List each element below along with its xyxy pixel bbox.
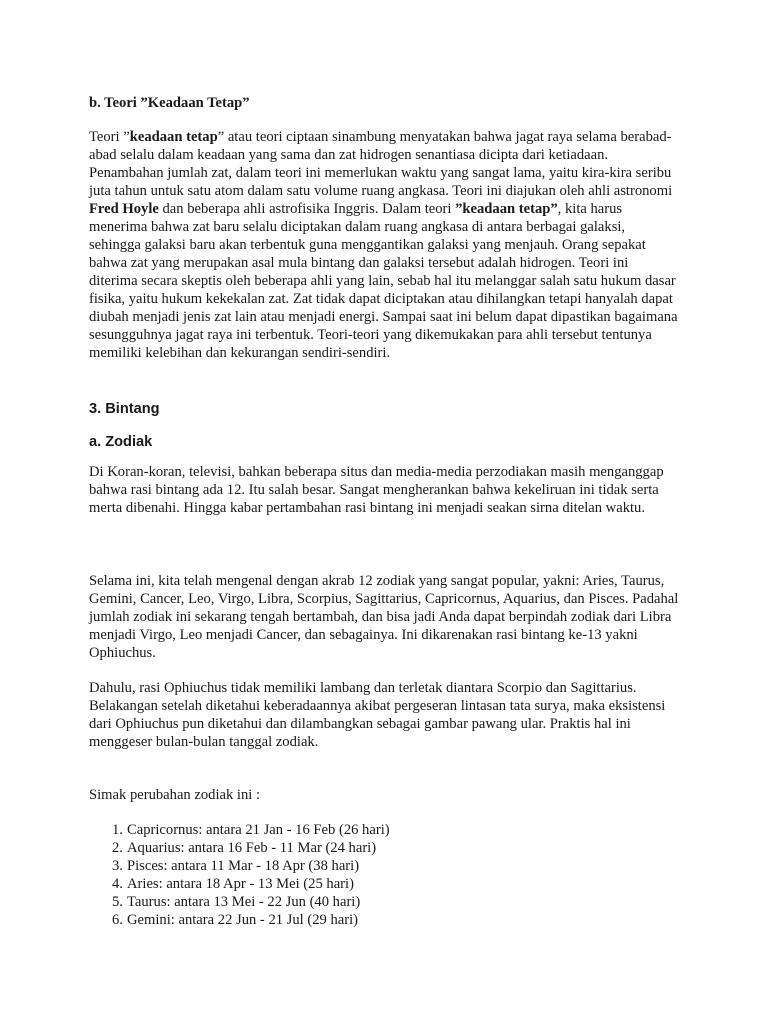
bold-term: ”keadaan tetap” [455, 201, 558, 217]
text-run: ” atau teori ciptaan sinambung menyatakan bahwa jagat raya selama berabad-abad selalu dalam keadaan yang sama dan zat hidrogen senantiasa dicipta dari ketiadaan. Penambahan jumlah zat, dalam teori ini memerlukan waktu yang sangat lama, yaitu kira-kira seribu juta tahun untuk satu atom dalam satu volume ruang angkasa. Teori ini diajukan oleh ahli astronomi [89, 129, 673, 199]
bold-term: keadaan tetap [129, 129, 218, 145]
list-item [89, 875, 679, 893]
paragraph-zodiak-2: Selama ini, kita telah mengenal dengan akrab 12 zodiak yang sangat popular, yakni: Aries, Taurus, Gemini, Cancer, Leo, Virgo, Libra, Scorpius, Sagittarius, Capricornus, Aquarius, dan Pisces. Padahal jumlah zodiak ini sekarang tengah bertambah, dan bisa jadi Anda dapat berpindah zodiak dari Libra menjadi Virgo, Leo menjadi Cancer, dan sebagainya. Ini dikarenakan rasi bintang ke-13 yakni Ophiuchus. [89, 573, 679, 661]
list-item [89, 857, 679, 875]
list-number: 5. [112, 894, 123, 910]
list-item [89, 839, 679, 857]
section-heading-zodiak: a. Zodiak [89, 434, 153, 450]
bold-name: Fred Hoyle [89, 201, 159, 217]
list-number: 4. [112, 876, 123, 892]
text-run: , kita harus menerima bahwa zat baru selalu diciptakan dalam ruang angkasa di antara berbagai galaksi, sehingga galaksi baru akan terbentuk guna menggantikan galaksi yang menjauh. Orang sepakat bahwa zat yang merupakan asal mula bintang dan galaksi tersebut adalah hidrogen. Teori ini diterima secara skeptis oleh beberapa ahli yang lain, sebab hal itu melanggar salah satu hukum dasar fisika, yaitu hukum kekekalan zat. Zat tidak dapat diciptakan atau dihilangkan tetapi hanyalah dapat diubah menjadi jenis zat lain atau menjadi energi. Sampai saat ini belum dapat dipastikan bagaimana sesungguhnya jagat raya ini terbentuk. Teori-teori yang dikemukakan para ahli tersebut tentunya memiliki kelebihan dan kekurangan sendiri-sendiri. [89, 201, 678, 361]
list-text: Pisces: antara 11 Mar - 18 Apr (38 hari) [127, 858, 360, 874]
section-heading-bintang: 3. Bintang [89, 401, 160, 417]
list-text: Gemini: antara 22 Jun - 21 Jul (29 hari) [127, 912, 359, 928]
zodiak-list [89, 821, 679, 929]
list-item [89, 893, 679, 911]
list-number: 2. [112, 840, 123, 856]
list-text: Aquarius: antara 16 Feb - 11 Mar (24 hari) [127, 840, 377, 856]
list-text: Capricornus: antara 21 Jan - 16 Feb (26 hari) [127, 822, 390, 838]
text-run: Teori ” [89, 129, 130, 145]
section-heading-keadaan-tetap: b. Teori ”Keadaan Tetap” [89, 95, 250, 111]
list-number: 6. [112, 912, 123, 928]
text-run: dan beberapa ahli astrofisika Inggris. Dalam teori [158, 201, 456, 217]
list-text: Taurus: antara 13 Mei - 22 Jun (40 hari) [127, 894, 361, 910]
list-number: 3. [112, 858, 123, 874]
list-item [89, 821, 679, 839]
list-number: 1. [112, 822, 123, 838]
list-item [89, 911, 679, 929]
paragraph-zodiak-3: Dahulu, rasi Ophiuchus tidak memiliki lambang dan terletak diantara Scorpio dan Sagittarius. Belakangan setelah diketahui keberadaannya akibat pergeseran lintasan tata surya, maka eksistensi dari Ophiuchus pun diketahui dan dilambangkan sebagai gambar pawang ular. Praktis hal ini menggeser bulan-bulan tanggal zodiak. [89, 680, 666, 750]
paragraph-zodiak-intro: Simak perubahan zodiak ini : [89, 787, 261, 803]
paragraph-keadaan-tetap [89, 128, 679, 362]
paragraph-zodiak-1: Di Koran-koran, televisi, bahkan beberapa situs dan media-media perzodiakan masih menganggap bahwa rasi bintang ada 12. Itu salah besar. Sangat mengherankan bahwa kekeliruan ini tidak serta merta dibenahi. Hingga kabar pertambahan rasi bintang ini menjadi seakan sirna ditelan waktu. [89, 464, 664, 516]
list-text: Aries: antara 18 Apr - 13 Mei (25 hari) [127, 876, 354, 892]
